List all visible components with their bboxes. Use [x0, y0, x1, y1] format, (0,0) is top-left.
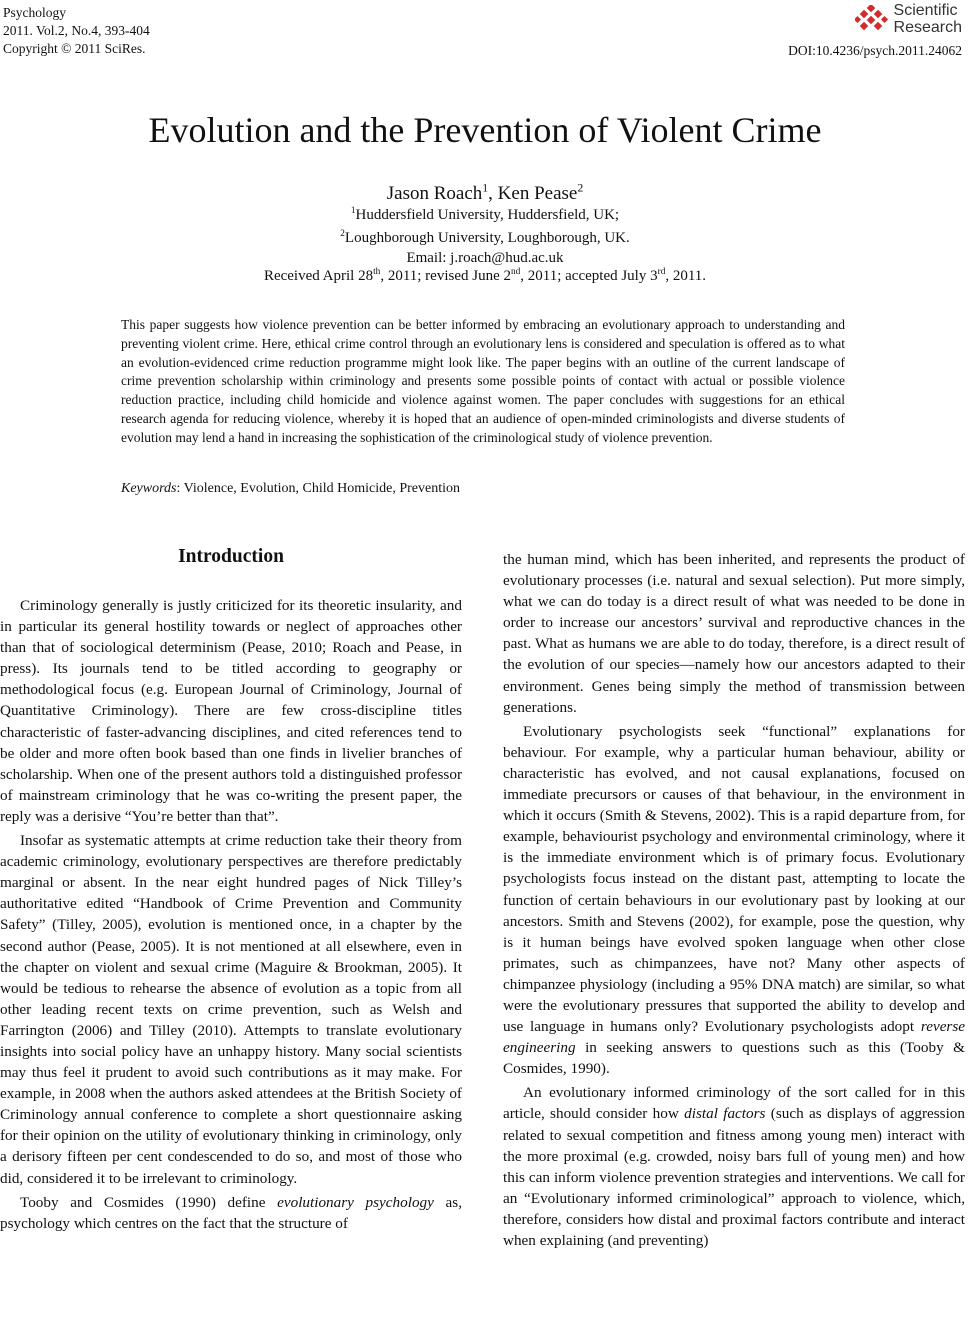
author-line: Jason Roach$^1$, Ken Pease$^2$	[386, 181, 584, 204]
abstract: This paper suggests how violence prevention can be better informed by embracing an evolutionary approach to understanding and preventing violent crime. Here, ethical crime control through an evolutionary lens is considered and speculation is offered as to what an evolution-evidenced crime reduction programme might look like. The paper begins with an outline of the current landscape of crime prevention scholarship within criminology and presents some possible points of contact with actual or possible violence reduction practice, including child homicide and violence against women. The paper concludes with suggestions for an ethical research agenda for reducing violence, whereby it is hoped that an audience of open-minded criminologists and diverse students of evolution may lend a hand in increasing the sophistication of the criminological study of violence prevention.	[121, 317, 845, 445]
body-paragraph: Insofar as systematic attempts at crime reduction take their theory from academic criminology, evolutionary perspectives are therefore predictably marginal or absent. In the near eight hundred pages of Nick Tilley’s authoritative edited “Handbook of Crime Prevention and Community Safety” (Tilley, 2005), evolution is mentioned once, in a chapter by the second author (Pease, 2005). It is not mentioned at all elsewhere, even in the chapter on violent and sexual crime (Maguire & Brookman, 2005). It would be tedious to rehearse the absence of evolution as a topic from all other leading recent texts on crime prevention, such as Welsh and Farrington (2006) and Tilley (2010). Attempts to translate evolutionary insights into social policy have an unhappy history. Many social scientists may thus feel it prudent to avoid such contributions as it may make. For example, in 2008 when the authors asked attendees at the British Society of Criminology annual conference to complete a short questionnaire asking for their opinion on the utility of evolutionary thinking in criminology, only a derisory fifteen per cent condescended to do so, and most of those who did, considered it to be irrelevant to criminology.	[0, 832, 462, 1187]
received-dates: Received April 28th, 2011; revised June 2nd, 2011; accepted July 3rd, 2011.	[263, 267, 707, 284]
left-column	[0, 595, 462, 1237]
scientific-research-logo-icon	[855, 5, 889, 33]
keywords-list: : Violence, Evolution, Child Homicide, Prevention	[176, 481, 461, 496]
running-header-right	[788, 2, 962, 59]
paper-title: Evolution and the Prevention of Violent Crime	[148, 110, 822, 150]
journal-name: Psychology	[3, 5, 67, 20]
body-paragraph: Evolutionary psychologists seek “functional” explanations for behaviour. For example, why a particular human behaviour, ability or characteristic has evolved, and not causal explanations, focused on immediate precursors or causes of that behaviour, in the environment in which it occurs (Smith & Stevens, 2002). This is a rapid departure from, for example, behaviourist psychology and environmental criminology, where it is the immediate environment which is of primary focus. Evolutionary psychologists focus instead on the distant past, attempting to locate the function of certain behaviours in our evolutionary past by looking at our ancestors. Smith and Stevens (2002), for example, pose the question, why is it human beings have evolved spoken language when other close primates, such as chimpanzees, have not? Many other aspects of chimpanzee physiology (including a 95% DNA match) are similar, so what were the evolutionary pressures that supported the ability to develop and use language in humans only? Evolutionary psychologists adopt reverse engineering in seeking answers to questions such as this (Tooby & Cosmides, 1990).	[503, 722, 965, 1078]
doi: DOI:10.4236/psych.2011.24062	[788, 43, 962, 58]
journal-volume: 2011. Vol.2, No.4, 393-404	[3, 23, 150, 38]
contact-email: Email: j.roach@hud.ac.uk	[406, 250, 564, 266]
publisher-logo	[788, 2, 962, 36]
affiliation: $^1$Huddersfield University, Huddersfield, UK;	[350, 206, 620, 223]
body-paragraph: the human mind, which has been inherited, and represents the product of evolutionary processes (i.e. natural and sexual selection). Put more simply, what we can do today is a direct result of what was needed to be done in order to increase our ancestors’ survival and reproductive chances in the past. What as humans we are able to do today, therefore, is a direct result of the evolution of our species—namely how our ancestors adapted to their environment. Genes being simply the method of transmission between generations.	[503, 551, 965, 716]
running-header-left	[3, 4, 150, 58]
body-paragraph: Tooby and Cosmides (1990) define evolutionary psychology as, psychology which centres on the fact that the structure of	[0, 1193, 462, 1232]
keywords-label: Keywords	[121, 481, 177, 496]
section-heading: Introduction	[178, 546, 284, 567]
body-paragraph: Criminology generally is justly criticized for its theoretic insularity, and in particular its general hostility towards or neglect of approaches other than that of sociological determinism (Pease, 2010; Roach and Pease, in press). Its journals tend to be titled according to geography or methodological focus (e.g. European Journal of Criminology, Journal of Quantitative Criminology). There are few cross-discipline titles characteristic of faster-advancing disciplines, and cited references tend to be older and more often book based than one finds in livelier branches of scholarship. When one of the present authors told a distinguished professor of mainstream criminology that he was co-writing the present paper, the reply was a derisive “You’re better than that”.	[0, 597, 462, 825]
copyright-line: Copyright © 2011 SciRes.	[3, 41, 146, 56]
author-name: Ken Pease	[497, 183, 578, 204]
logo-wordmark: Scientific Research	[893, 2, 962, 36]
body-paragraph: An evolutionary informed criminology of the sort called for in this article, should consider how distal factors (such as displays of aggression related to sexual competition and fitness among young men) interact with the more proximal (e.g. crowded, noisy bars full of young men) and how this can inform violence prevention strategies and interventions. We call for an “Evolutionary informed criminological” approach to violence, which, therefore, considers how distal and proximal factors contribute and interact when explaining (and preventing)	[503, 1084, 965, 1249]
keywords	[121, 481, 460, 497]
right-column	[503, 549, 965, 1254]
author-name: Jason Roach	[386, 183, 483, 204]
affiliation: $^2$Loughborough University, Loughborough, UK.	[340, 229, 630, 246]
